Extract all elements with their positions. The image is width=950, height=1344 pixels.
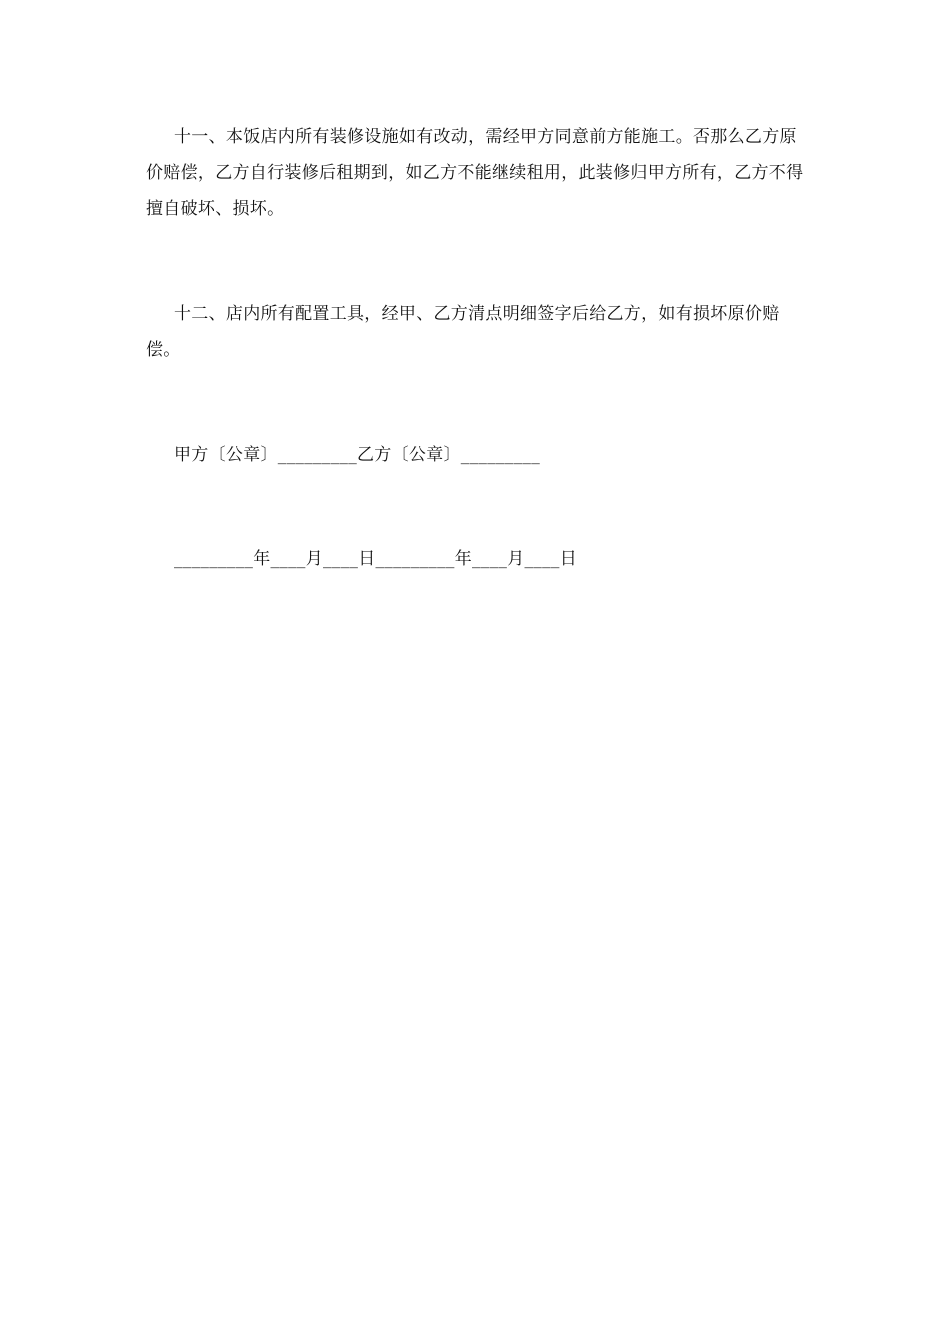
clause-12-paragraph: 十二、店内所有配置工具，经甲、乙方清点明细签字后给乙方，如有损坏原价赔偿。 xyxy=(146,304,780,360)
clause-11-paragraph: 十一、本饭店内所有装修设施如有改动，需经甲方同意前方能施工。否那么乙方原价赔偿，乙方自行装修后租期到，如乙方不能继续租用，此装修归甲方所有，乙方不得擅自破坏、损坏。 xyxy=(146,127,804,219)
signature-line: 甲方〔公章〕_________乙方〔公章〕_________ xyxy=(174,445,540,465)
date-line: _________年____月____日_________年____月____日 xyxy=(174,549,577,569)
